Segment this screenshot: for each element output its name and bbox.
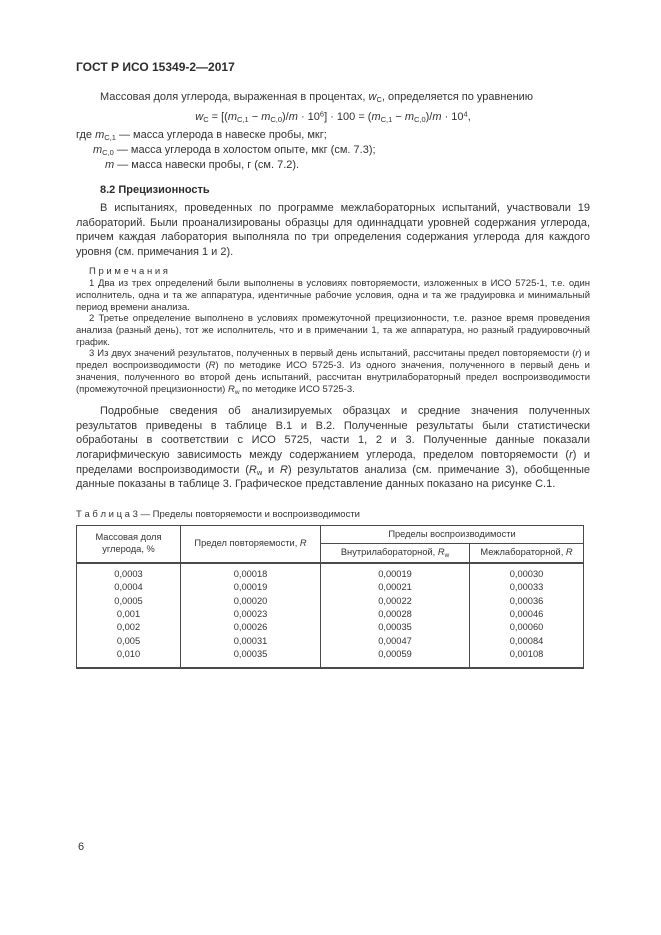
table-cell: 0,00018 xyxy=(181,563,321,581)
table-cell: 0,00020 xyxy=(181,595,321,608)
table-cell: 0,00022 xyxy=(321,595,470,608)
notes-label: П р и м е ч а н и я xyxy=(89,265,168,277)
table-cell: 0,00019 xyxy=(181,581,321,594)
note-3: 3 Из двух значений результатов, полученных в первый день испытаний, рассчитаны предел повторяемости (r) и предел воспроизводимости (R) по методике ИСО 5725-3. Из одного значения, полученного в первый день и значения, полученного во второй день испытаний, рассчитан внутрилабораторный предел воспроизводимости (промежуточной прецизионности) $R_w$ по методике ИСО 5725-3. xyxy=(76,348,590,396)
table-cell: 0,00023 xyxy=(181,608,321,621)
section-heading-precision: 8.2 Прецизионность xyxy=(100,184,210,197)
table-row xyxy=(77,563,584,581)
table-cell: 0,010 xyxy=(77,648,181,667)
page-content xyxy=(76,60,590,669)
table-cell: 0,00084 xyxy=(470,635,584,648)
page-number: 6 xyxy=(78,841,85,853)
table-cell: 0,00036 xyxy=(470,595,584,608)
table-cell: 0,00047 xyxy=(321,635,470,648)
table-cell: 0,0005 xyxy=(77,595,181,608)
column-header-repeatability: Предел повторяемости, R xyxy=(181,525,321,563)
precision-paragraph: В испытаниях, проведенных по программе межлабораторных испытаний, участвовали 19 лабораторий. Были проанализированы образцы для одиннадцати уровней содержания углерода, причем каждая лаборатория выполняла по три определения содержания углерода для каждого уровня (см. примечания 1 и 2). xyxy=(76,202,590,258)
table-row xyxy=(77,608,584,621)
note-2: 2 Третье определение выполнено в условиях промежуточной прецизионности, т.е. разное время проведения анализа (разный день), тот же исполнитель, что и в примечании 1, та же аппаратура, но разный градуировочный график. xyxy=(76,313,590,348)
table-cell: 0,00028 xyxy=(321,608,470,621)
table-cell: 0,00035 xyxy=(321,621,470,634)
table-cell: 0,0003 xyxy=(77,563,181,581)
table-cell: 0,0004 xyxy=(77,581,181,594)
table-cell: 0,00031 xyxy=(181,635,321,648)
table-cell: 0,005 xyxy=(77,635,181,648)
table-cell: 0,00026 xyxy=(181,621,321,634)
table-cell: 0,00035 xyxy=(181,648,321,667)
document-title: ГОСТ Р ИСО 15349-2—2017 xyxy=(76,60,235,74)
table-caption: Т а б л и ц а 3 — Пределы повторяемости и воспроизводимости xyxy=(76,508,360,520)
table-body xyxy=(77,563,584,668)
table-cell: 0,00060 xyxy=(470,621,584,634)
table-cell: 0,00046 xyxy=(470,608,584,621)
limits-table xyxy=(76,525,584,669)
table-cell: 0,00021 xyxy=(321,581,470,594)
table-cell: 0,001 xyxy=(77,608,181,621)
table-row xyxy=(77,621,584,634)
results-paragraph: Подробные сведения об анализируемых образцах и средние значения полученных результатов приведены в таблице В.1 и В.2. Полученные результаты были статистически обработаны в соответствии с ИСО 5725, части 1, 2 и 3. Полученные данные показали логарифмическую зависимость между содержанием углерода, пределом повторяемости (r) и пределами воспроизводимости ($R_w$ и R) результатов анализа (см. примечание 3), обобщенные данные показаны в таблице 3. Графическое представление данных показано на рисунке С.1. xyxy=(76,405,590,491)
column-header-interlab: Межлабораторной, R xyxy=(470,544,584,563)
table-cell: 0,00030 xyxy=(470,563,584,581)
table-cell: 0,00019 xyxy=(321,563,470,581)
table-cell: 0,00033 xyxy=(470,581,584,594)
intro-paragraph: Массовая доля углерода, выраженная в процентах, $w_C$, определяется по уравнению xyxy=(100,91,534,105)
table-cell: 0,00059 xyxy=(321,648,470,667)
legend-line-m: m — масса навески пробы, г (см. 7.2). xyxy=(105,159,300,172)
carbon-mass-fraction-formula: $w_C = [(m_{C,1} - m_{C,0})/m \cdot 10^6] \cdot 100 = (m_{C,1} - m_{C,0})/m \cdot 10^4$, xyxy=(195,108,471,124)
column-group-header-reproducibility: Пределы воспроизводимости xyxy=(321,525,584,544)
note-1: 1 Два из трех определений были выполнены в условиях повторяемости, изложенных в ИСО 5725-1, т.е. один исполнитель, одна и та же аппаратура, идентичные рабочие условия, одна и та же градуировка и минимальный период времени анализа. xyxy=(76,278,590,313)
notes-block xyxy=(76,266,590,396)
column-header-intralab: Внутрилабораторной, $R_w$ xyxy=(321,544,470,563)
table-row xyxy=(77,595,584,608)
table-row xyxy=(77,581,584,594)
table-cell: 0,002 xyxy=(77,621,181,634)
formula-legend xyxy=(76,128,590,173)
table-header xyxy=(77,525,584,563)
column-header-mass-fraction: Массовая доля углерода, % xyxy=(77,525,181,563)
table-cell: 0,00108 xyxy=(470,648,584,667)
table-row xyxy=(77,648,584,667)
legend-line-mc1: где $m_{C,1}$ — масса углерода в навеске пробы, мкг; xyxy=(76,129,327,143)
legend-line-mc0: $m_{C,0}$ — масса углерода в холостом опыте, мкг (см. 7.3); xyxy=(93,144,376,158)
table-row xyxy=(77,635,584,648)
